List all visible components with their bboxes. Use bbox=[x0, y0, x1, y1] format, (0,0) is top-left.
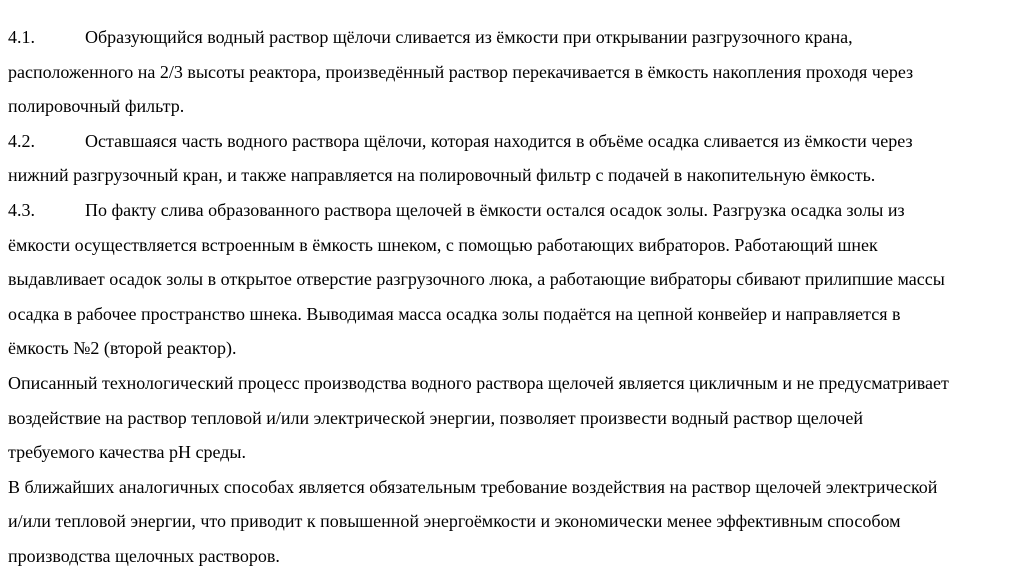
section-4-2 bbox=[8, 130, 1012, 199]
text-line: воздействие на раствор тепловой и/или электрической энергии, позволяет произвести водный раствор щелочей bbox=[8, 407, 863, 428]
text-line bbox=[8, 130, 1012, 165]
text-line bbox=[8, 199, 1012, 234]
text-line: осадка в рабочее пространство шнека. Выводимая масса осадка золы подаётся на цепной конвейер и направляется в bbox=[8, 303, 901, 324]
section-4-3 bbox=[8, 199, 1012, 372]
paragraph-comparison bbox=[8, 476, 1012, 574]
text-line: ёмкости осуществляется встроенным в ёмкость шнеком, с помощью работающих вибраторов. Работающий шнек bbox=[8, 234, 878, 255]
line-text: Оставшаяся часть водного раствора щёлочи, которая находится в объёме осадка сливается из ёмкости через bbox=[85, 130, 913, 151]
text-line: ёмкость №2 (второй реактор). bbox=[8, 338, 237, 359]
section-4-1 bbox=[8, 26, 1012, 130]
text-line: Описанный технологический процесс производства водного раствора щелочей является цикличным и не предусматривает bbox=[8, 372, 949, 393]
text-line: полировочный фильтр. bbox=[8, 96, 185, 117]
text-line: и/или тепловой энергии, что приводит к повышенной энергоёмкости и экономически менее эффективным способом bbox=[8, 511, 901, 532]
section-number: 4.3. bbox=[8, 199, 35, 220]
text-line: выдавливает осадок золы в открытое отверстие разгрузочного люка, а работающие вибраторы сбивают прилипшие массы bbox=[8, 269, 945, 290]
text-line: производства щелочных растворов. bbox=[8, 545, 280, 566]
text-line: нижний разгрузочный кран, и также направляется на полировочный фильтр с подачей в накопительную ёмкость. bbox=[8, 165, 876, 186]
line-text: Образующийся водный раствор щёлочи сливается из ёмкости при открывании разгрузочного крана, bbox=[85, 27, 853, 47]
paragraph-process bbox=[8, 372, 1012, 476]
text-line: В ближайших аналогичных способах является обязательным требование воздействия на раствор щелочей электрической bbox=[8, 476, 938, 497]
section-number: 4.2. bbox=[8, 130, 35, 151]
section-number: 4.1. bbox=[8, 27, 35, 47]
line-text: По факту слива образованного раствора щелочей в ёмкости остался осадок золы. Разгрузка осадка золы из bbox=[85, 199, 905, 220]
text-line: расположенного на 2/3 высоты реактора, произведённый раствор перекачивается в ёмкость накопления проходя через bbox=[8, 61, 914, 82]
text-line bbox=[8, 26, 1012, 61]
text-line: требуемого качества pH среды. bbox=[8, 442, 246, 463]
